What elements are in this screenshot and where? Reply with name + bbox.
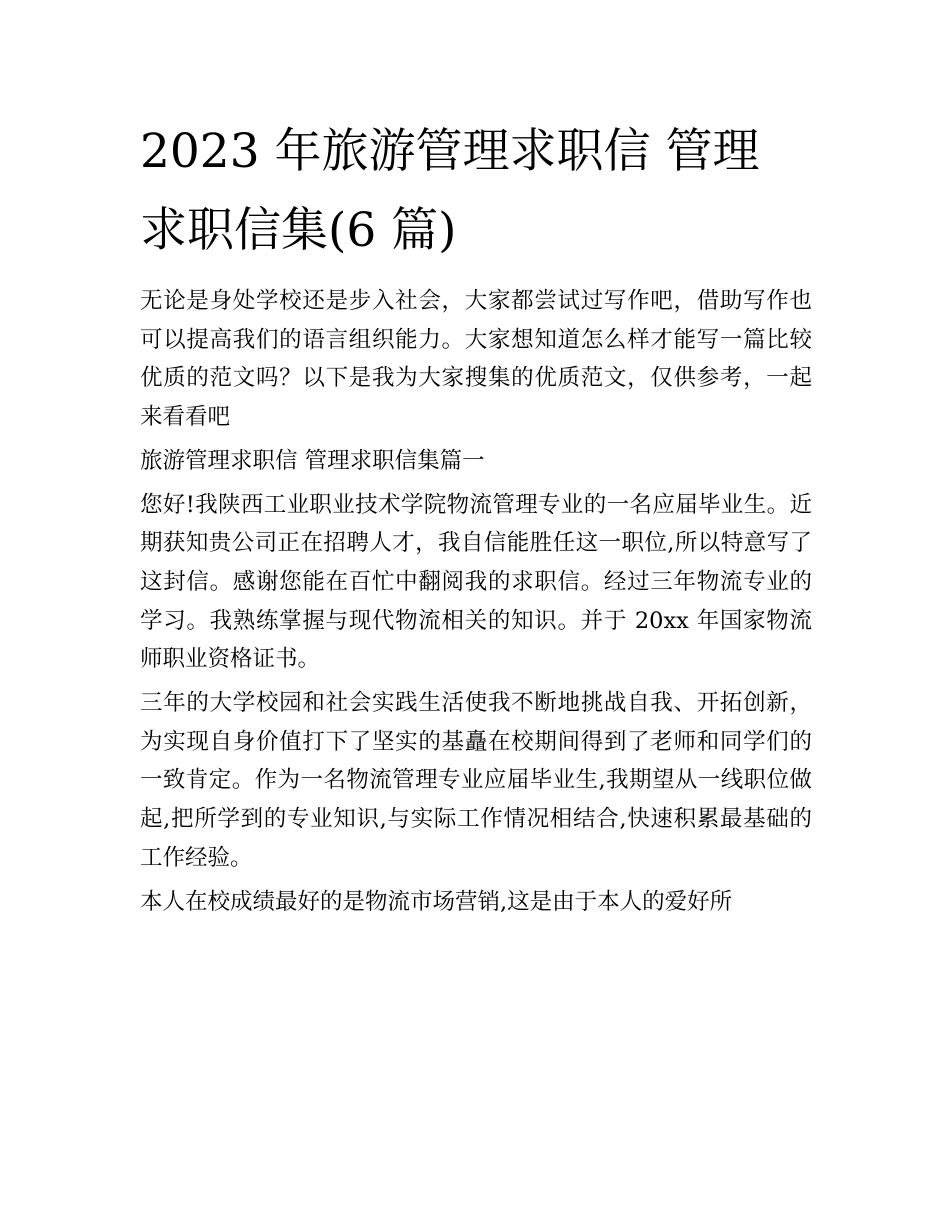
document-title — [140, 112, 820, 270]
document-body — [140, 282, 812, 921]
body-paragraph-3: 本人在校成绩最好的是物流市场营销,这是由于本人的爱好所 — [140, 888, 733, 915]
intro-paragraph: 无论是身处学校还是步入社会，大家都尝试过写作吧，借助写作也可以提高我们的语言组织能力。大家想知道怎么样才能写一篇比较优质的范文吗？以下是我为大家搜集的优质范文，仅供参考，一起来看看吧 — [140, 288, 812, 431]
section-heading: 旅游管理求职信 管理求职信集篇一 — [140, 447, 485, 474]
body-paragraph-2: 三年的大学校园和社会实践生活使我不断地挑战自我、开拓创新，为实现自身价值打下了坚实的基矗在校期间得到了老师和同学们的一致肯定。作为一名物流管理专业应届毕业生,我期望从一线职位做起,把所学到的专业知识,与实际工作情况相结合,快速积累最基础的工作经验。 — [140, 690, 812, 871]
document-title-line-1: 2023 年旅游管理求职信 管理 — [140, 124, 760, 179]
document-title-line-2: 求职信集(6 篇) — [140, 203, 457, 258]
body-paragraph-1: 您好!我陕西工业职业技术学院物流管理专业的一名应届毕业生。近期获知贵公司正在招聘人才，我自信能胜任这一职位,所以特意写了这封信。感谢您能在百忙中翻阅我的求职信。经过三年物流专业的学习。我熟练掌握与现代物流相关的知识。并于 20xx 年国家物流师职业资格证书。 — [140, 491, 812, 673]
